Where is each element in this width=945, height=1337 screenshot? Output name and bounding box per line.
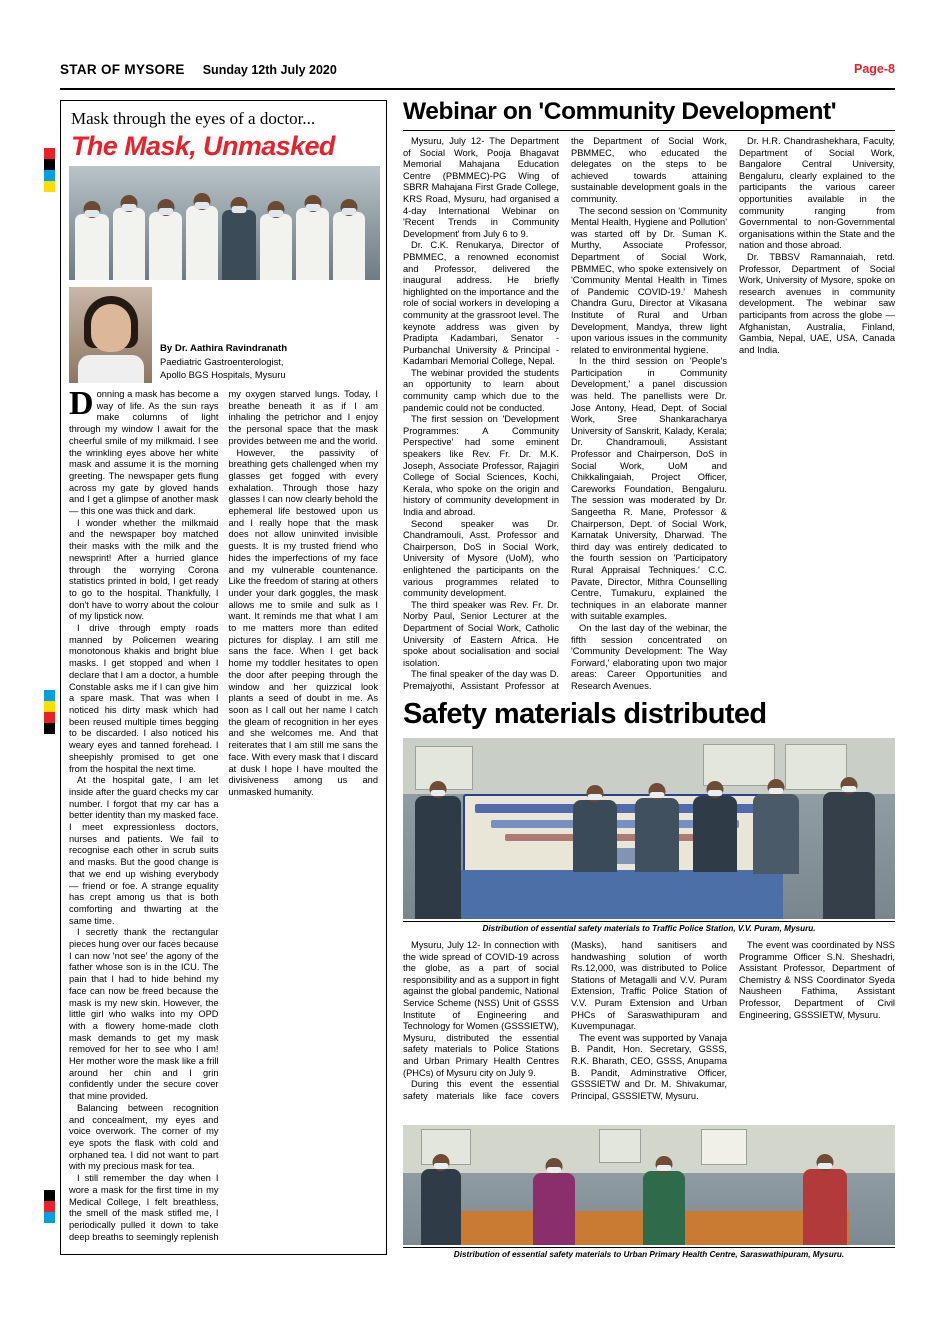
feature-paragraph: I secretly thank the rectangular pieces hung over our faces because I can now 'not see' the agony of the father whose son is in the ICU. The pain that I had to hide behind my face can now be freed because the mask is my new skin. However, the little girl who walks into my OPD with a flowery home-made cloth mask demands to get my mask removed for her to see who I am! Her mother wore the mask like a frill around her chin and I grin confidently under the secure cover that mine provided. [69, 927, 219, 1102]
safety-photo-bottom [403, 1125, 895, 1245]
feature-paragraph: However, the passivity of breathing gets challenged when my glasses get fogged with every exhalation. Through those hazy glasses I can now clearly behold the ephemeral life bestowed upon us and I really hope that the mask does not allow uninvited invisible guests. It is my trusted friend who hides the imperfections of my face and my vulnerable countenance. Like the freedom of staring at others under your dark goggles, the mask allows me to smile and sulk as I want. It reminds me that what I am to me matters more than edited pictures for display. I am still me sans the face. When I get back home my toddler hesitates to open the door after peeping through the window and her quizzical look plants a seed of doubt in me. As soon as I call out her name I catch the gleam of recognition in her eyes and she welcomes me. And that reiterates that I am still me sans the face. With every mask that I discard at dusk I hope I have moulted the divisiveness among us and unmasked humanity. [228, 447, 378, 797]
webinar-paragraph: Dr. TBBSV Ramannaiah, retd. Professor, Department of Social Work, University of Mysore, spoke on research avenues in community development. The webinar saw participants from across the globe — Afghanistan, Australia, Finland, Gambia, Nepal, UAE, USA, Canada and India. [739, 251, 895, 355]
safety-paragraph: The event was supported by Vanaja B. Pandit, Hon. Secretary, GSSS, R.K. Bharath, CEO, GSSS, Anupama B. Pandit, Adminstrative Officer, GSSSIETW and Dr. M. Shivakumar, Principal, GSSSIETW, Mysuru. [571, 1032, 727, 1101]
feature-kicker: Mask through the eyes of a doctor... [71, 109, 316, 128]
author-affiliation: Apollo BGS Hospitals, Mysuru [160, 368, 286, 380]
author-byline [160, 287, 287, 383]
drop-cap: D [69, 385, 94, 422]
safety-photo-top [403, 738, 895, 919]
masthead-left [60, 62, 337, 77]
safety-photo-top-caption: Distribution of essential safety materials to Traffic Police Station, V.V. Puram, Mysuru. [403, 921, 895, 933]
webinar-paragraph: On the last day of the webinar, the fifth session concentrated on 'Community Development: The Way Forward,' elaborating upon two major areas: Career Opportunities and Research Avenues. [571, 622, 727, 691]
webinar-headline: Webinar on 'Community Development' [403, 98, 837, 125]
feature-article [60, 100, 387, 1255]
headline-rule [403, 130, 895, 131]
author-role: Paediatric Gastroenterologist, [160, 355, 284, 367]
feature-paragraph-text: onning a mask has become a way of life. As the sun rays make columns of light through my window I await for the cheerful smile of my milkmaid. I see the wrinkling eyes above her white mask and assume it is the morning greeting. The newspaper gets flung across my gate by gloved hands and I get a glimpse of another mask — this one was thick and dark. [69, 389, 219, 517]
feature-paragraph: I drive through empty roads manned by Policemen wearing monotonous khakis and bright blue masks. I get stopped and when I declare that I am a doctor, a humble Constable asks me if I can give him a spare mask. That was when I noticed his dirty mask which had been reused multiple times begging to be discarded. I also noticed his weary eyes and tanned forehead. I sheepishly promised to get one from the hospital the next time. [69, 623, 219, 774]
page-number: Page-8 [854, 62, 895, 76]
safety-headline: Safety materials distributed [403, 698, 767, 730]
webinar-paragraph: The first session on 'Development Programmes: A Community Perspective' had some eminent speakers like Rev. Fr. Dr. M.K. Joseph, Associate Professor, Rajagiri College of Social Sciences, Kochi, Kerala, who spoke on the origin and history of community development in India and abroad. [403, 414, 559, 517]
webinar-paragraph: In the third session on 'People's Participation in Community Development,' a panel discussion was held. The panellists were Dr. Jose Antony, Head, Dept. of Social Work, Sree Shankaracharya University of Sanskrit, Kalady, Kerala; Dr. Chandramouli, Assistant Professor and Chairperson, DoS in Social Work, UoM and Chikkalingaiah, Project Officer, Careworks Foundation, Bengaluru. The session was moderated by Dr. Sangeetha R. Mane, Professor & Chairperson, Dept. of Social Work, Karnatak University, Dharwad. The third day was entirely dedicated to the fourth session on 'Participatory Rural Appraisal Techniques.' C.C. Pavate, Director, Mithra Counselling Centre, Tumakuru, explained the techniques in an elaborate manner with suitable examples. [571, 356, 727, 622]
feature-paragraph: Balancing between recognition and concealment, my eyes and voice overwork. The corner of my eye spots the flask with cold and orphaned tea. I did not want to part with my precious mask for tea. [69, 1102, 219, 1172]
publication-date: Sunday 12th July 2020 [202, 63, 337, 77]
feature-paragraph: I still remember the day when I wore a mask for the first time in my Medical College, I felt breathless, the smell of the mask stifled me, I periodically pulled it down to take deep breaths to seemingly replenish my oxygen starved lungs. Today, I breathe beneath it as if I am inhaling the petrichor and I enjoy the personal space that the mask provides between me and the world. [69, 389, 378, 1242]
webinar-paragraph: Mysuru, July 12- The Department of Social Work, Pooja Bhagavat Memorial Mahajana Education Centre (PBMMEC)-PG Wing of SBRR Mahajana First Grade College, KRS Road, Mysuru, had organised a 4-day International Webinar on 'Recent Trends in Community Development' from July 6 to 9. [403, 136, 559, 239]
masthead [60, 62, 895, 90]
webinar-paragraph: The final speaker of the day was D. Premajyothi, Assistant Professor at the Department of Social Work, PBMMEC, who educated the delegates on the steps to be achieved towards attaining sustainable development goals in the community. [403, 136, 727, 691]
webinar-paragraph: The second session on 'Community Mental Health, Hygiene and Pollution' was started off by Dr. Suman K. Murthy, Associate Professor, Department of Social Work, PBMMEC, who spoke extensively on 'Community Mental Health in Times of Pandemic COVID-19.' Mahesh Chandra Guru, Director at Vikasana Institute of Rural and Urban Development, Mandya, threw light upon various issues in the community related to environmental hygiene. [571, 205, 727, 355]
safety-photo-bottom-caption: Distribution of essential safety materials to Urban Primary Health Centre, Saraswathipuram, Mysuru. [403, 1247, 895, 1259]
webinar-body [403, 136, 895, 696]
safety-paragraph: During this event the essential safety materials like face covers (Masks), hand sanitisers and handwashing solution of worth Rs.12,000, was distributed to Police Stations of Metagalli and V.V. Puram Extension, Traffic Police Station of V.V. Puram Extension and Urban PHCs of Saraswathipuram and Kuvempunagar. [403, 940, 727, 1101]
registration-marks-top [44, 148, 55, 192]
registration-marks-middle [44, 690, 55, 734]
safety-paragraph: Mysuru, July 12- In connection with the wide spread of COVID-19 across the globe, as a part of social responsibility and as a support in fight against the global pandemic, National Service Scheme (NSS) Unit of GSSS Institute of Engineering and Technology for Women (GSSSIETW), Mysuru, distributed the essential safety materials to Police Stations and Urban Primary Health Centres (PHCs) of Mysuru city on July 9. [403, 940, 559, 1078]
author-photo [69, 287, 152, 383]
registration-marks-bottom [44, 1190, 55, 1223]
author-block [69, 287, 378, 383]
paper-name: STAR OF MYSORE [60, 62, 185, 77]
webinar-paragraph: The third speaker was Rev. Fr. Dr. Norby Paul, Senior Lecturer at the Department of Social Work, Catholic University of Eastern Africa. He spoke about socialisation and social isolation. [403, 599, 559, 668]
webinar-paragraph: Second speaker was Dr. Chandramouli, Asst. Professor and Chairperson, DoS in Social Work, University of Mysore (UoM), who enlightened the participants on the various programmes related to community development. [403, 518, 559, 599]
feature-paragraph: I wonder whether the milkmaid and the newspaper boy matched their masks with the milk and the newsprint! After a hurried glance through the worrying Corona statistics printed in bold, I get ready to go to the hospital. Thankfully, I don't have to worry about the colour of my lipstick now. [69, 517, 219, 622]
webinar-paragraph: Dr. C.K. Renukarya, Director of PBMMEC, a renowned economist and Professor, delivered the inaugural address. He briefly highlighted on the importance and the role of social workers in developing a community at the grassroot level. The keynote address was given by Pradipta Kadambari, Senator - Purbanchal University & Principal - Kadambari Memorial College, Nepal. [403, 240, 559, 367]
feature-body [69, 385, 378, 1244]
author-name: By Dr. Aathira Ravindranath [160, 343, 288, 354]
safety-body [403, 940, 895, 1112]
feature-paragraph [69, 385, 219, 518]
webinar-paragraph: The webinar provided the students an opportunity to learn about community camp which due to the pandemic could not be conducted. [403, 367, 559, 413]
group-photo [69, 166, 380, 280]
feature-paragraph: At the hospital gate, I am let inside after the guard checks my car number. I forgot that my car has a better identity than my masked face. I meet expressionless doctors, nurses and patients. We fail to recognise each other in scrub suits and masks. But the good change is that we end up wishing everybody — friend or foe. A strange equality has crept among us that is both comforting and thwarting at the same time. [69, 775, 219, 926]
safety-paragraph: The event was coordinated by NSS Programme Officer S.N. Sheshadri, Assistant Professor, Department of Chemistry & NSS Coordinator Syeda Nausheen Fathima, Assistant Professor, Department of Civil Engineering, GSSSIETW, Mysuru. [739, 940, 895, 1020]
feature-headline: The Mask, Unmasked [71, 131, 335, 161]
webinar-paragraph: Dr. H.R. Chandrashekhara, Faculty, Department of Social Work, Bangalore Central University, Bengaluru, clearly explained to the participants the various career opportunities available in the community ranging from Governmental to non-Governmental organisations within the State and the nation and those abroad. [739, 136, 895, 251]
